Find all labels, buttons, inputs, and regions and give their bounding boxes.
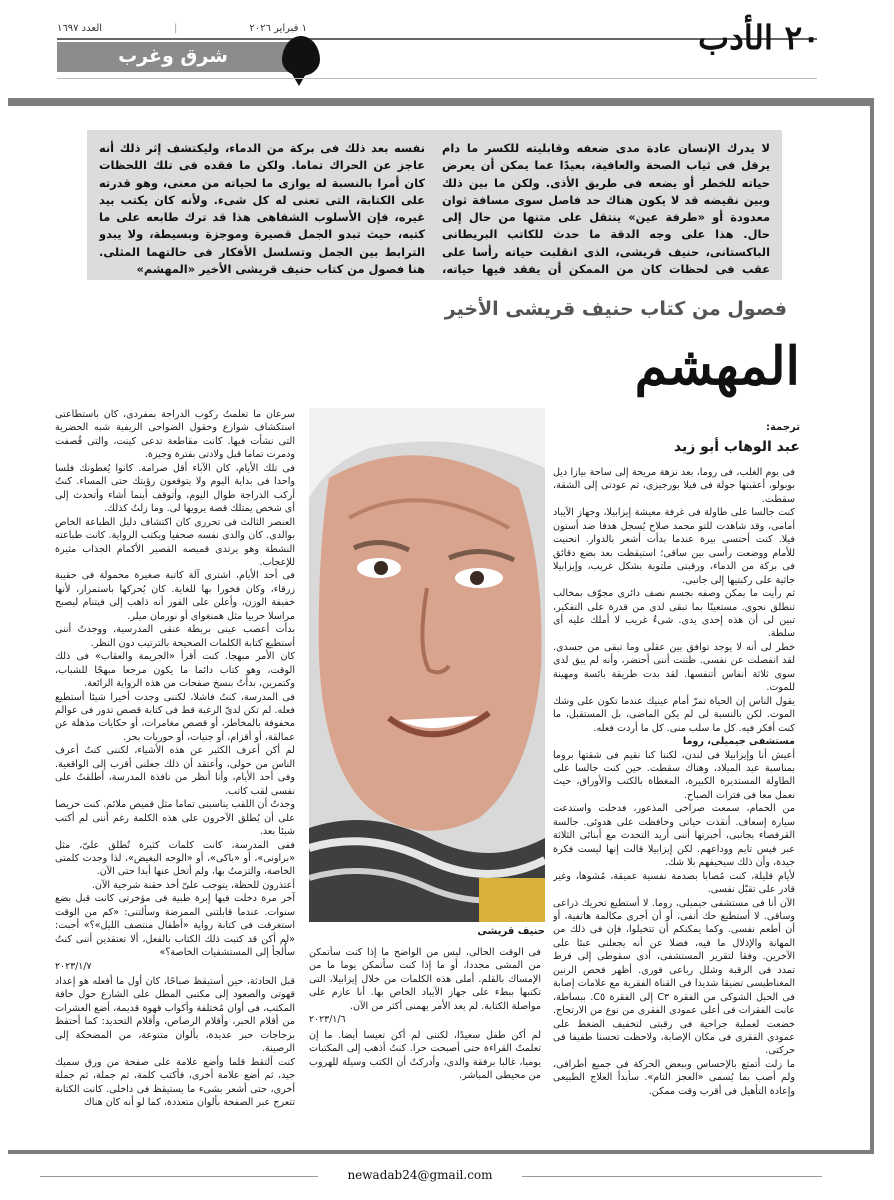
intro-text-right: لا يدرك الإنسان عادة مدى ضعفه وقابليته للكسر ما دام يرفل فى ثياب الصحة والعافية، بعيدًا عما يمكن أن يعرض حياته للخطر أو يضعه فى طريق الأذى. ولكن ما بين ذلك وبين نقيضه قد لا يكون هناك حد فاصل سوى مسافة ثوان معدودة أو «طرفة عين» ينتقل على متنها من حال إلى حال. هذا على وجه الدقة ما حدث للكاتب البريطانى الباكستانى، حنيف قريشى، الذى انقلبت حياته رأسا على عقب فى لحظات كان من الممكن أن يفقد فيها حياته،	[442, 141, 770, 276]
issue-info	[57, 20, 307, 36]
paragraph: لم أكن أعرف الكثير عن هذه الأشياء، لكننى كنتُ أعرف الناس من حولى، وأعتقد أن ذلك جعلنى أقرب إلى الواقعية. وفى أحد الأيام، وأنا أنظر من نافذة المدرسة، أطلقتُ على نفسى لقب كاتب.	[55, 745, 295, 797]
paragraph: يقول الناس إن الحياة تمرّ أمام عينيك عندما تكون على وشك الموت. لكن بالنسبة لى لم يكن الماضى، بل المستقبل، ما كنت أفكر فيه. كل ما سلب منى. كل ما أردت فعله.	[553, 695, 795, 734]
intro-box	[87, 130, 782, 280]
paragraph: لم أكن طفل سعيدًا، لكننى لم أكن تعيسا أيضا. ما إن تعلمتُ القراءة حتى أصبحت حرا. كنتُ أذهب إلى المكتبات يوميا، غالبا برفقة والدى، وأدركتُ أن الكتب وسيلة للهروب من محيطى المباشر.	[309, 1029, 541, 1082]
footer-rule-right	[522, 1176, 822, 1177]
column-left	[55, 408, 295, 1133]
page-frame-bottom	[8, 1150, 874, 1154]
intro-text-left: نفسه بعد ذلك فى بركة من الدماء، وليكتشف إثر ذلك أنه عاجز عن الحراك تماما. ولكن ما فقده فى تلك اللحظات كان أمرا بالنسبة له يوازى ما لحياته من معنى، وهو قدرته على الكتابة، التى تعنى له كل شىء. ولأنه كان يكتب بيد غيره، فإن الأسلوب الشفاهى هذا قد ترك طابعه على ما كتبه، حيث تبدو الجمل قصيرة وموجزة وبسيطة، ولا يبدو الترابط بين الجمل وتسلسل الأفكار فى حالتهما المثلى. هنا فصول من كتاب حنيف قريشى الأخير «المهشم»	[99, 141, 425, 276]
paragraph: من الحمام، سمعت صراخى المذعور، فدخلت واستدعت سيارة إسعاف. أنقذت حياتى وحافظت على هدوئى. جالسة القرفصاء بجانبى، أخبرتها أننى أريد التحدث مع أبنائى الثلاثة عبر فيس تايم ووداعهم. لكن إيزابيلا قالت إنها ليست فكرة جيدة، وأن ذلك سيخيفهم بلا شك.	[553, 803, 795, 869]
article-kicker: فصول من كتاب حنيف قريشى الأخير	[444, 298, 787, 320]
issue-number: العدد ١٦٩٧	[57, 22, 103, 34]
masthead	[0, 0, 894, 90]
entry-date: ٢٠٢٣/١/٦	[309, 1014, 346, 1026]
paragraph: ففى المدرسة، كانت كلمات كثيرة تُطلق علىّ، مثل «براونى»، أو «باكى»، أو «الوجه البغيض»، لذا وجدت كلمتى الخاصة، والتزمتُ بها، ولم أتخل عنها أبدا حتى الآن.	[55, 839, 295, 878]
speech-bubble-icon	[282, 36, 320, 76]
paragraph: قبل الحادثة، حين أستيقظ صباحًا، كان أول ما أفعله هو إعداد قهوتى والصعود إلى مكتبى المطل على الشارع حول حافة المكتب، فى أوان مُختلفة وأكواب قهوة قديمة، أضع العشرات من أقلام الحبر، وأقلام الرصاص، وأقلام التحديد: كما أحتفظ بزجاجات حبر عديدة، بألوان متنوعة، من المضحكة إلى الرصينة.	[55, 976, 295, 1055]
article-headline: المهشم	[634, 336, 800, 397]
translator-name: عبد الوهاب أبو زيد	[673, 439, 800, 455]
paragraph: وجدتُ أن اللقب يناسبنى تماما مثل قميص ملائم. كنت حريصا على أن يُطلق الآخرون على هذه الكلمة رغم أننى لم أكتب شيئا بعد.	[55, 799, 295, 838]
photo-caption: حنيف قريشى	[477, 926, 545, 937]
paragraph: العنصر الثالث فى تحررى كان اكتشاف دليل الطباعة الخاص بوالدى. كان والدى نفسه صحفيا ويكتب الرواية. كانت طباعته النشطة وهو يرتدى قميصه القصير الأكمام الجذاب مثيرة للإعجاب.	[55, 516, 295, 568]
author-photo	[309, 408, 545, 922]
paragraph: فى أحد الأيام، اشترى آلة كاتبة صغيرة محمولة فى حقيبة زرقاء، وكان فخورا بها للغاية. كان يُحركها باستمرار، لأنها خفيفة الوزن، وأعلن على الفور أنه ذاهب إلى فيتنام ليصبح مراسلا حربيا مثل همنغواى أو نورمان ميلر.	[55, 570, 295, 622]
paragraph: كنت جالسا على طاولة فى غرفة معيشة إيزابيلا، وجهاز الآيباد أمامى، وقد شاهدت للتو محمد صلاح يُسجل هدفا ضد أستون فيلا. كنت أحتسى بيرة عندما بدأت أشعر بالدوار. انحنيت للأمام ووضعت رأسى بين ساقى؛ استيقظت بعد بضع دقائق فى بركة من الدماء، ورقبتى ملتوية بشكل غريب، وإيزابيلا جاثية على ركبتيها إلى جانبى.	[553, 507, 795, 586]
translator-credit	[560, 420, 800, 464]
paragraph: بدأت أعصب عينى بربطة عنقى المدرسية، ووجدتُ أننى أستطيع كتابة الكلمات الصحيحة بالترتيب دون النظر.	[55, 624, 295, 649]
paragraph: أعتذرون للحظة، يتوجب علىّ أخذ حقنة شرجية الآن.	[91, 879, 295, 891]
section-band	[57, 42, 289, 72]
issue-date: ١ فبراير ٢٠٢٦	[249, 22, 307, 34]
paragraph: الآن أنا فى مستشفى جيميلى، روما. لا أستطيع تحريك ذراعى وساقى. لا أستطيع حك أنفى، أو أن أجرى مكالمة هاتفية، أو أن أطعم نفسى. وكما يمكنكم أن تتخيلوا، فإن فى ذلك من المهانة والإذلال ما فيه، فضلا عن أنه يجعلنى عبئا على الآخرين. وفقا لتقرير المستشفى، أدى سقوطى إلى فرط تمدد فى الرقبة وشلل رباعى فورى. أظهر فحص الرنين المغناطيسى تضيقا شديدا فى القناة الفقرية مع علامات إصابة فى الحبل الشوكى من الفقرة C٣ إلى الفقرة C٥. ببساطة، عانت الفقرات فى أعلى عمودى الفقرى من نوع من الارتجاج. خضعت لعملية جراحية فى رقبتى لتخفيف الضغط على عمودى الفقرى فى مكان الإصابة، ولاحظت تحسنا طفيفا فى حركتى.	[553, 897, 795, 1057]
issue-separator: |	[174, 22, 178, 34]
footer-rule-left	[40, 1176, 318, 1177]
masthead-divider	[57, 78, 817, 79]
publication-logo: ٢٠ الأدب	[698, 18, 820, 57]
entry-date: ٢٠٢٣/١/٧	[55, 960, 92, 972]
column-right	[553, 466, 795, 1138]
translator-label: ترجمة:	[766, 422, 800, 433]
paragraph: كنت ألتقط قلما وأضع علامة على صفحة من ورق سميك جيد، ثم أضع علامة أخرى، فأكتب كلمة، ثم جملة، ثم جملة أخرى، حتى أشعر بشىء ما يستيقظ فى داخلى. كانت الكتابة تتعرج عبر الصفحة بألوان متعددة، كما لو أنه كان هناك	[55, 1056, 295, 1109]
paragraph: فى الوقت الحالى، ليس من الواضح ما إذا كنت سأتمكن من المشى مجددا، أو ما إذا كنت سأتمكن يوما ما من الإمساك بالقلم. أملى هذه الكلمات من خلال إيزابيلا، التى تكتبها ببطء على جهاز الآيباد الخاص بها. أنا عازم على مواصلة الكتابة. لم يعد الأمر يهمنى أكثر من الآن.	[309, 947, 541, 1012]
column-middle	[309, 946, 541, 1142]
footer-email[interactable]: newadab24@gmail.com	[347, 1168, 493, 1182]
paragraph: كان الأمر مبهجا. كنت أقرأ «الجريمة والعقاب» فى ذلك الوقت، وهو كتاب دائما ما يكون مرجعا مبهجًا للشباب، وكتمرين، بدأتُ بنسخ صفحات من هذه الرواية الرائعة.	[55, 651, 295, 690]
paragraph: سرعان ما تعلمتُ ركوب الدراجة بمفردى، كان باستطاعتى استكشاف شوارع وحقول الضواحى الريفية شبه الحضرية التى نشأت فيها. كانت مقاطعة تدعى كينت، والتى قُصفت ودمرت تماما قبل ولادتى بفترة وجيزة.	[55, 409, 295, 461]
paragraph: لأيام قليلة، كنت مُصابا بصدمة نفسية عميقة، مُشوها، وغير قادر على تقبّل نفسى.	[553, 870, 795, 896]
paragraph: فى يوم الغلب، فى روما، بعد نزهة مريحة إلى ساحة بيازا ديل بوبولو، أعقبتها جولة فى فيلا بورجيزى، ثم عودتى إلى الشقة، سقطت.	[553, 467, 795, 505]
paragraph: ثم رأيت ما يمكن وصفه بجسم نصف دائرى مجوّف بمخالب تنطلق نحوى. مستعينًا بما تبقى لدى من قدرة على التفكير، تبين لى أن هذه إحدى يدى. شىءٌ غريب لا أملك عليه أى سلطة.	[553, 588, 795, 640]
section-title: شرق وغرب	[118, 45, 228, 67]
subheading: مستشفى جيميلى، روما	[682, 736, 795, 748]
paragraph: أعيش أنا وإيزابيلا فى لندن، لكننا كنا نقيم فى شقتها بروما بمناسبة عيد الميلاد، وهناك سقطت. حين كنت جالسا على الطاولة المستديرة الكبيرة، المغطاة بالكتب والأوراق، حيث نعمل معا فى فترات الصباح.	[553, 749, 795, 801]
page-frame-top	[8, 98, 874, 106]
paragraph: فى تلك الأيام، كان الآباء أقل صرامة. كانوا يُعطونك فلسا واحدا فى بداية اليوم ولا يتوقعون رؤيتك حتى المساء. كنتُ أركب الدراجة طوال اليوم، وأتوقف أينما أشاء وأتحدث إلى أى شخص يمتلك قصة يرويها لى. وما زلتُ كذلك.	[55, 462, 295, 515]
page-frame-right	[870, 98, 874, 1154]
paragraph: فى المدرسة، كنتُ فاشلا، لكننى وجدت أخيرا شيئا أستطيع فعله. لم تكن لدىّ الرغبة قط فى كتابة قصص تدور فى عوالم محفوفة بالمخاطر، أو قصص مغامرات، أو حكايات مذهلة عن عمالقة، أو أقزام، أو جنيات، أو حوريات بحر.	[55, 691, 295, 743]
author-portrait-illustration	[309, 408, 545, 922]
paragraph: خطر لى أنه لا يوجد توافق بين عقلى وما تبقى من جسدى. لقد انفصلت عن نفسى. ظننت أننى أحتضر، وأنه لم يبق لدى سوى ثلاثة أنفاس أتنفسها. لقد بدت طريقة بائسة ومهينة للموت.	[553, 641, 795, 694]
paragraph: آخر مرة دخلت فيها إبرة طبية فى مؤخرتى كانت قبل بضع سنوات. عندما قابلتنى الممرضة وسألتنى: «كم من الوقت استغرقت فى كتابة رواية «أطفال منتصف الليل»؟» أجبت: «لم أكن قد كتبت ذلك الكتاب بالفعل، ألا تعتقدين أننى كنتُ سأُلجأ إلى المستشفيات الخاصة؟»	[55, 893, 295, 959]
paragraph: ما زلت أتمتع بالإحساس وببعض الحركة فى جميع أطرافى، ولم أصب بما يُسمى «العجز التام». سأبدأ العلاج الطبيعى وإعادة التأهيل فى أقرب وقت ممكن.	[553, 1058, 795, 1097]
